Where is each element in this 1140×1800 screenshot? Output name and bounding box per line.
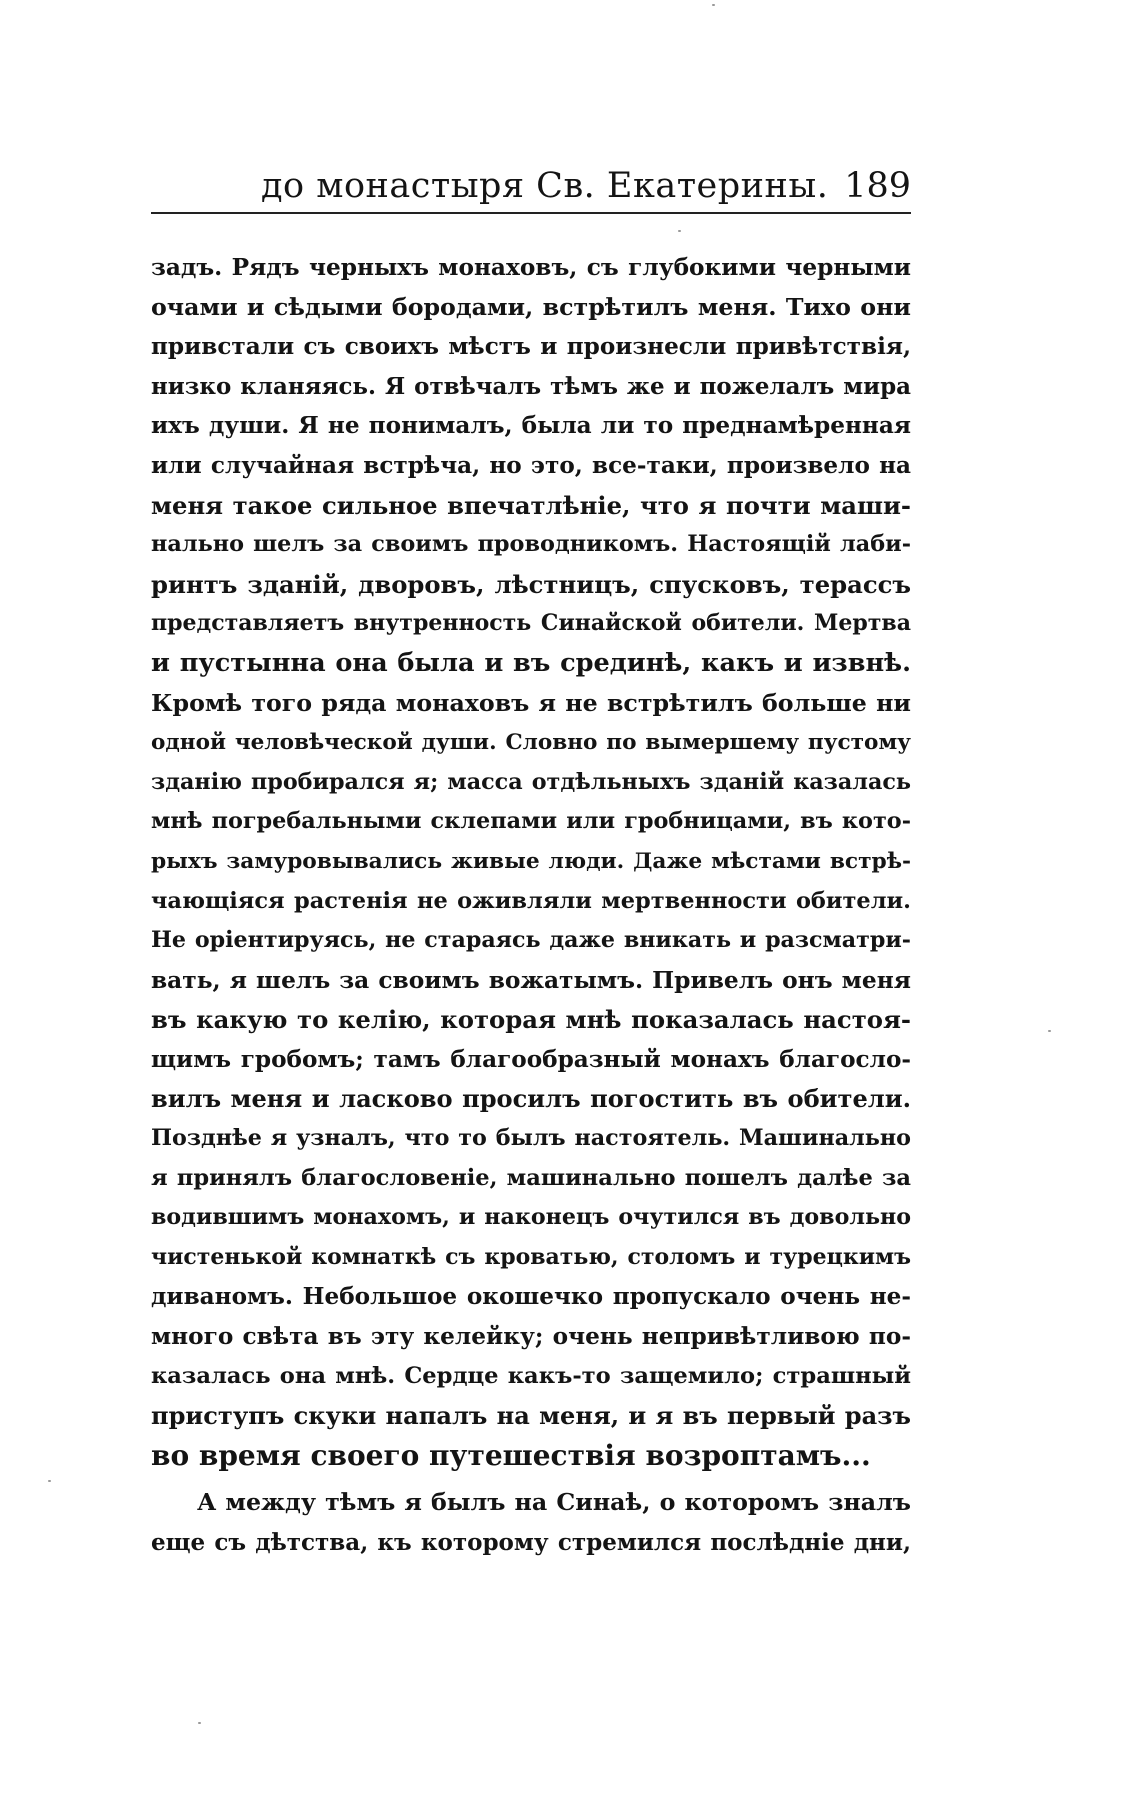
text-line: Не оріентируясь, не стараясь даже вникать и разсматри- <box>151 927 911 954</box>
text-line: еще съ дѣтства, къ которому стремился послѣдніе дни, <box>151 1529 911 1556</box>
text-line: приступъ скуки напалъ на меня, и я въ первый разъ <box>151 1401 911 1431</box>
text-line: или случайная встрѣча, но это, все-таки, произвело на <box>151 451 911 479</box>
paper-speck <box>1048 1030 1051 1032</box>
text-line: представляетъ внутренность Синайской обители. Мертва <box>151 610 911 637</box>
text-line: привстали съ своихъ мѣстъ и произнесли привѣтствія, <box>151 333 911 361</box>
text-line: нально шелъ за своимъ проводникомъ. Настоящій лаби- <box>151 531 911 558</box>
text-line: Кромѣ того ряда монаховъ я не встрѣтилъ больше ни <box>151 688 911 717</box>
text-line: ринтъ зданій, дворовъ, лѣстницъ, спусковъ, терассъ <box>151 569 911 599</box>
text-line: очами и сѣдыми бородами, встрѣтилъ меня. Тихо они <box>151 292 911 321</box>
paragraph-1 <box>151 248 911 1475</box>
text-line: во время своего путешествія возроптамъ... <box>151 1438 871 1472</box>
text-line: диваномъ. Небольшое окошечко пропускало очень не- <box>151 1283 911 1311</box>
text-line: мнѣ погребальными склепами или гробницами, въ кото- <box>151 808 911 835</box>
text-line: казалась она мнѣ. Сердце какъ-то защемило; страшный <box>151 1362 911 1389</box>
text-line: и пустынна она была и въ срединѣ, какъ и извнѣ. <box>151 647 911 678</box>
text-line: вилъ меня и ласково просилъ погостить въ обители. <box>151 1084 911 1114</box>
running-header <box>151 166 911 210</box>
paper-speck <box>198 1722 201 1724</box>
text-line: меня такое сильное впечатлѣніе, что я почти маши- <box>151 490 911 520</box>
text-line: Позднѣе я узналъ, что то былъ настоятель. Машинально <box>151 1125 911 1152</box>
text-line: я принялъ благословеніе, машинально пошелъ далѣе за <box>151 1164 911 1191</box>
text-line: водившимъ монахомъ, и наконецъ очутился въ довольно <box>151 1204 911 1231</box>
running-title: до монастыря Св. Екатерины. <box>261 166 829 206</box>
text-line: низко кланяясь. Я отвѣчалъ тѣмъ же и пожелалъ мира <box>151 372 911 400</box>
text-line: вать, я шелъ за своимъ вожатымъ. Привелъ онъ меня <box>151 966 911 994</box>
text-line: одной человѣческой души. Словно по вымершему пустому <box>151 730 911 756</box>
body-text <box>151 248 911 1563</box>
text-line: зданію пробирался я; масса отдѣльныхъ зданій казалась <box>151 768 911 795</box>
text-line: А между тѣмъ я былъ на Синаѣ, о которомъ зналъ <box>197 1488 911 1517</box>
paper-speck <box>678 230 681 232</box>
text-line: чистенькой комнаткѣ съ кроватью, столомъ и турецкимъ <box>151 1243 911 1270</box>
paper-speck <box>48 1480 51 1482</box>
page-number: 189 <box>844 166 911 206</box>
text-line: ихъ души. Я не понималъ, была ли то преднамѣренная <box>151 412 911 440</box>
text-line: щимъ гробомъ; тамъ благообразный монахъ благосло- <box>151 1045 911 1073</box>
paper-speck <box>712 4 715 6</box>
text-line: много свѣта въ эту келейку; очень непривѣтливою по- <box>151 1323 911 1351</box>
text-line: чающіяся растенія не оживляли мертвенности обители. <box>151 887 911 914</box>
text-line: задъ. Рядъ черныхъ монаховъ, съ глубокими черными <box>151 254 911 281</box>
text-line: въ какую то келію, которая мнѣ показалась настоя- <box>151 1005 911 1035</box>
header-rule <box>151 212 911 214</box>
paragraph-2 <box>151 1483 911 1562</box>
text-line: рыхъ замуровывались живые люди. Даже мѣстами встрѣ- <box>151 848 911 874</box>
paragraph-gap <box>151 1475 911 1483</box>
